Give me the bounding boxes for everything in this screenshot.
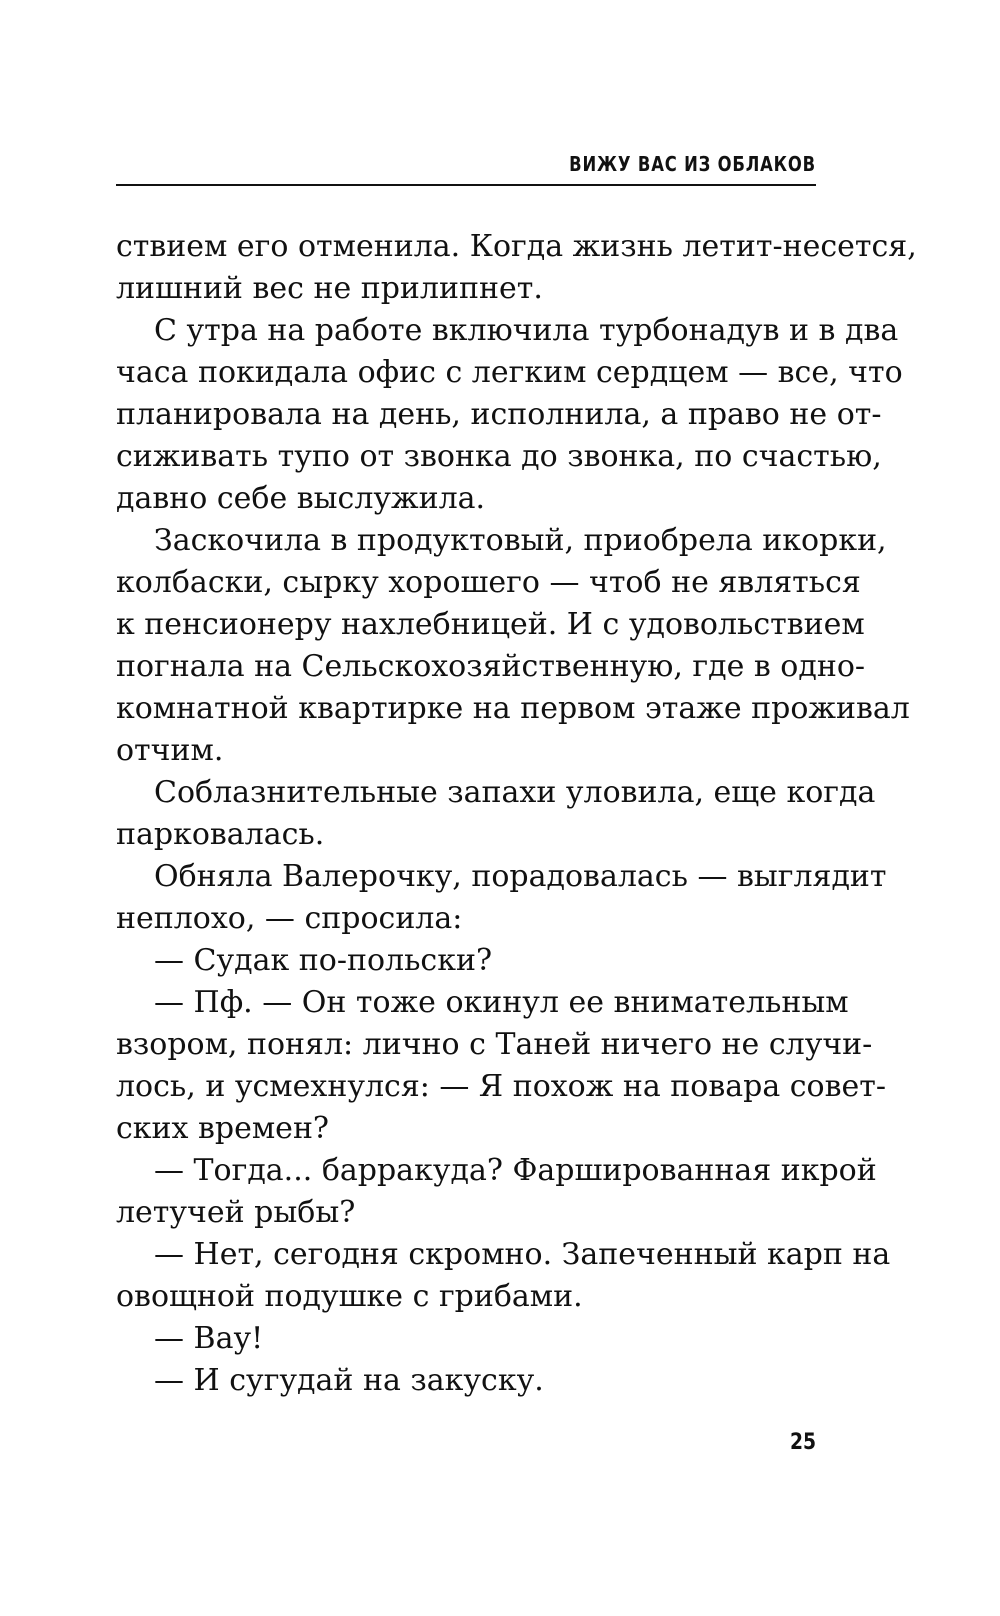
text-line: неплохо, — спросила: [116, 901, 463, 936]
text-line: сиживать тупо от звонка до звонка, по счастью, [116, 439, 882, 474]
text-line: — И сугудай на закуску. [154, 1363, 544, 1398]
text-line: лишний вес не прилипнет. [116, 271, 543, 306]
text-line: планировала на день, исполнила, а право не от- [116, 397, 882, 432]
text-line: лось, и усмехнулся: — Я похож на повара совет- [116, 1069, 886, 1104]
text-line: ских времен? [116, 1111, 330, 1146]
text-line: погнала на Сельскохозяйственную, где в одно- [116, 649, 866, 684]
text-line: Соблазнительные запахи уловила, еще когда [154, 775, 876, 810]
body-text [116, 226, 917, 1402]
text-line: взором, понял: лично с Таней ничего не случи- [116, 1027, 873, 1062]
text-line: комнатной квартирке на первом этаже проживал [116, 691, 910, 726]
text-line: давно себе выслужила. [116, 481, 486, 516]
text-line: колбаски, сырку хорошего — чтоб не являться [116, 565, 861, 600]
text-line: С утра на работе включила турбонадув и в два [154, 313, 899, 348]
text-line: летучей рыбы? [116, 1195, 356, 1230]
running-head-title: ВИЖУ ВАС ИЗ ОБЛАКОВ [569, 152, 816, 176]
text-line: — Пф. — Он тоже окинул ее внимательным [154, 985, 849, 1020]
text-line: — Вау! [154, 1321, 264, 1356]
text-line: Обняла Валерочку, порадовалась — выглядит [154, 859, 887, 894]
text-line: парковалась. [116, 817, 325, 852]
text-line: — Нет, сегодня скромно. Запеченный карп на [154, 1237, 891, 1272]
text-line: — Тогда... барракуда? Фаршированная икрой [154, 1153, 877, 1188]
text-line: Заскочила в продуктовый, приобрела икорки, [154, 523, 887, 558]
header-rule [116, 184, 816, 186]
page-number: 25 [789, 1430, 816, 1455]
text-line: отчим. [116, 733, 224, 768]
text-line: овощной подушке с грибами. [116, 1279, 583, 1314]
text-line: — Судак по-польски? [154, 943, 493, 978]
text-line: к пенсионеру нахлебницей. И с удовольствием [116, 607, 865, 642]
text-line: ствием его отменила. Когда жизнь летит-несется, [116, 229, 917, 264]
text-line: часа покидала офис с легким сердцем — все, что [116, 355, 903, 390]
